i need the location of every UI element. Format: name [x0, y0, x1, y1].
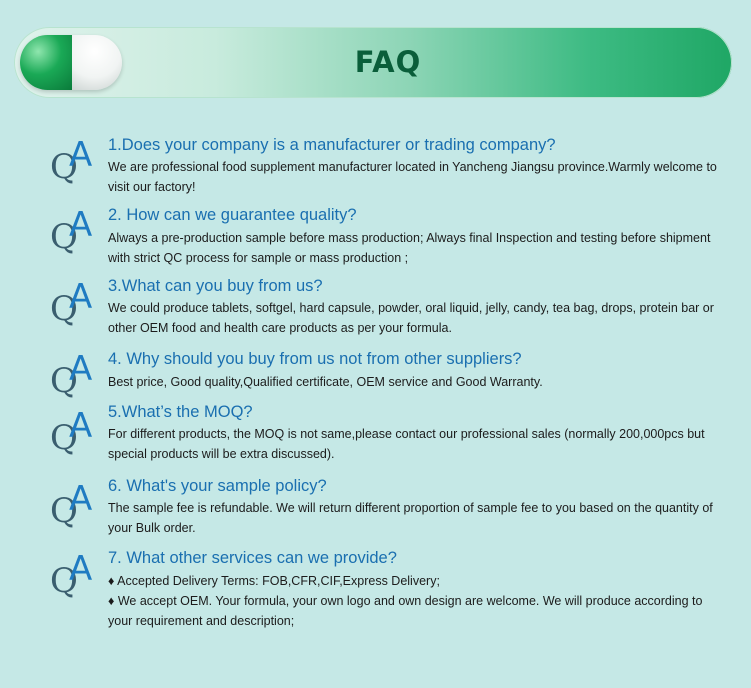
answer-line: your requirement and description; — [108, 614, 295, 628]
answer-line: We could produce tablets, softgel, hard capsule, powder, oral liquid, jelly, candy, tea bag, drops, protein bar or — [108, 301, 714, 315]
q-letter: Q — [50, 217, 78, 257]
faq-answer — [108, 372, 708, 392]
faq-answer — [108, 498, 713, 538]
faq-answer — [108, 424, 708, 464]
faq-question: 4. Why should you buy from us not from other suppliers? — [108, 350, 522, 368]
faq-question: 3.What can you buy from us? — [108, 277, 323, 295]
faq-answer — [108, 298, 714, 338]
a-letter: A — [69, 406, 93, 446]
answer-line: with strict QC process for sample or mass production ; — [108, 251, 409, 265]
faq-question: 1.Does your company is a manufacturer or trading company? — [108, 136, 556, 154]
faq-answer — [108, 157, 717, 197]
faq-question: 2. How can we guarantee quality? — [108, 206, 357, 224]
faq-answer — [108, 571, 708, 631]
qa-icon — [50, 205, 102, 258]
answer-line: The sample fee is refundable. We will return different proportion of sample fee to you based on the quantity of — [108, 501, 713, 515]
faq-banner — [14, 27, 732, 98]
answer-line: other OEM food and health care products as per your formula. — [108, 321, 452, 335]
qa-icon — [50, 277, 102, 330]
qa-icon — [50, 349, 102, 402]
qa-icon — [50, 549, 102, 602]
q-letter: Q — [50, 361, 78, 401]
q-letter: Q — [50, 289, 78, 329]
faq-question: 5.What’s the MOQ? — [108, 403, 253, 421]
answer-line: Always a pre-production sample before mass production; Always final Inspection and testing before shipment — [108, 231, 711, 245]
a-letter: A — [69, 479, 93, 519]
faq-question: 7. What other services can we provide? — [108, 549, 397, 567]
answer-line: special products will be extra discussed). — [108, 447, 335, 461]
a-letter: A — [69, 135, 93, 175]
answer-line: ♦ We accept OEM. Your formula, your own logo and own design are welcome. We will produce according to — [108, 594, 703, 608]
q-letter: Q — [50, 147, 78, 187]
answer-line: Best price, Good quality,Qualified certificate, OEM service and Good Warranty. — [108, 375, 543, 389]
page-title: FAQ — [354, 45, 422, 79]
faq-answer — [108, 228, 711, 268]
q-letter: Q — [50, 491, 78, 531]
answer-line: visit our factory! — [108, 180, 196, 194]
qa-icon — [50, 479, 102, 532]
a-letter: A — [69, 549, 93, 589]
a-letter: A — [69, 349, 93, 389]
q-letter: Q — [50, 418, 78, 458]
qa-icon — [50, 135, 102, 188]
qa-icon — [50, 406, 102, 459]
q-letter: Q — [50, 561, 78, 601]
a-letter: A — [69, 277, 93, 317]
answer-line: We are professional food supplement manufacturer located in Yancheng Jiangsu province.Warmly welcome to — [108, 160, 717, 174]
a-letter: A — [69, 205, 93, 245]
answer-line: For different products, the MOQ is not same,please contact our professional sales (normally 200,000pcs but — [108, 427, 705, 441]
answer-line: ♦ Accepted Delivery Terms: FOB,CFR,CIF,Express Delivery; — [108, 574, 440, 588]
answer-line: your Bulk order. — [108, 521, 196, 535]
faq-question: 6. What's your sample policy? — [108, 477, 327, 495]
